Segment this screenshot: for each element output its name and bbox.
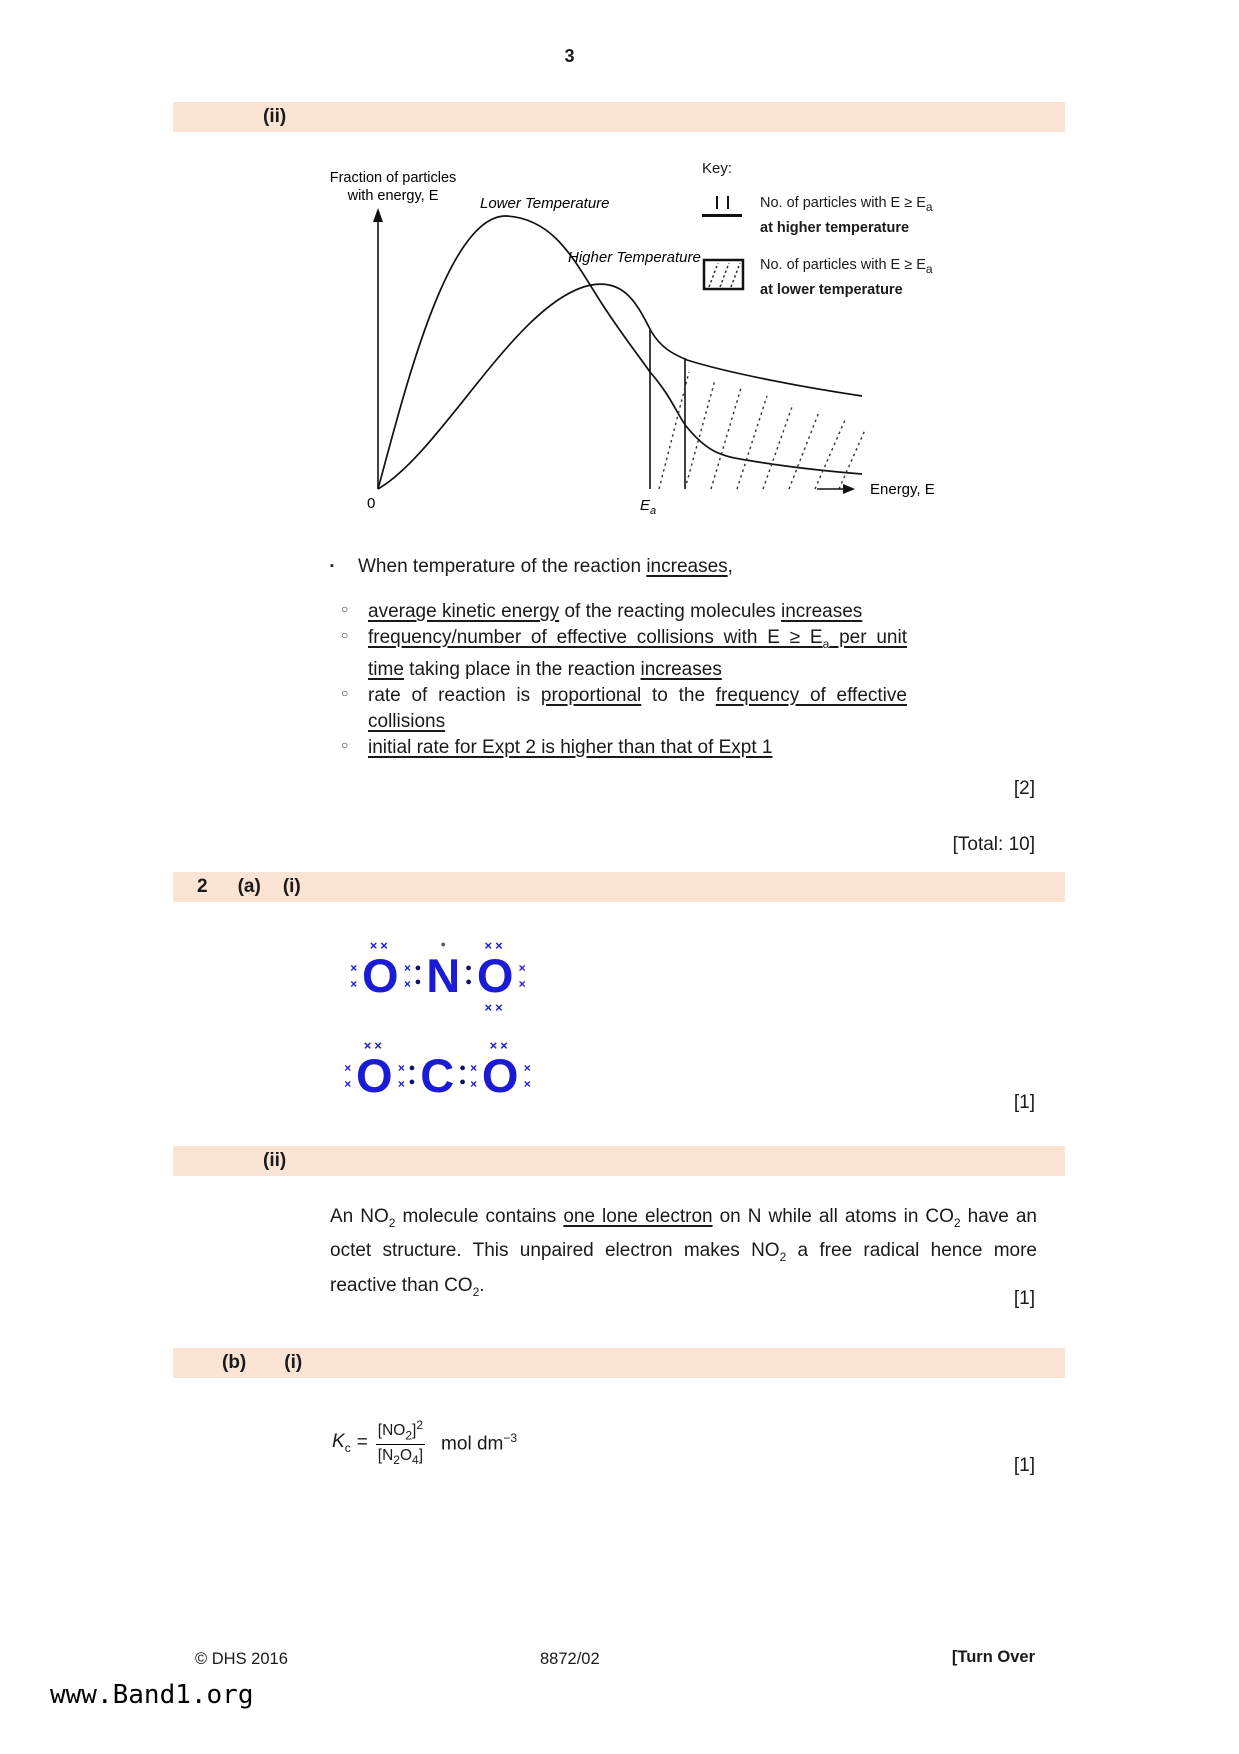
mark-q2ai: [1]: [1013, 1092, 1035, 1113]
answer-sub-bullets: [341, 599, 907, 761]
electron-cross-pair: ××: [363, 1038, 385, 1053]
electron-cross-pair: × ×: [397, 1060, 405, 1091]
circle-bullet-icon: ○: [341, 685, 349, 700]
equals-sign: =: [356, 1431, 368, 1453]
mark-q2aii: [1]: [1013, 1288, 1035, 1309]
mark-total: [Total: 10]: [952, 834, 1035, 855]
circle-bullet-icon: ○: [341, 628, 349, 642]
electron-cross-pair: × ×: [469, 1060, 477, 1091]
part-label: (a): [237, 876, 261, 897]
square-bullet-icon: ▪: [330, 560, 334, 572]
concentration-fraction: [376, 1418, 425, 1467]
electron-cross-pair: ××: [489, 1038, 511, 1053]
units-label: mol $dm^{-3}$: [441, 1430, 518, 1454]
y-axis-label-line1: Fraction of particles: [329, 170, 457, 186]
x-axis-arrowhead: [843, 484, 855, 494]
key-entry-text: No. of particles with $E \ge E_a$ at higher temperature: [760, 195, 933, 236]
part-label: (b): [222, 1352, 247, 1373]
footer-turn-over: [Turn Over: [951, 1648, 1035, 1666]
key-title: Key:: [702, 160, 733, 177]
sub-bullet-1: ○ average kinetic energy of the reacting molecules increases: [341, 599, 907, 625]
electron-cross-pair: ××: [484, 938, 506, 953]
x-axis-label: Energy, E: [870, 481, 935, 498]
oxygen-atom: ×× O ××: [476, 938, 514, 1015]
lewis-structure-no2: [348, 938, 527, 1015]
key-entry-higher-temp: [702, 193, 1032, 239]
mark-q2bi: [1]: [1013, 1455, 1035, 1476]
electron-cross-pair: × ×: [518, 960, 526, 991]
carbon-atom: C: [420, 1049, 455, 1102]
hatched-box-legend-symbol: [702, 258, 746, 292]
lower-temperature-label: Lower Temperature: [480, 195, 610, 212]
sub-bullet-2: ○ frequency/number of effective collisions with $E \ge E_a$ per unit time taking place in the reaction increases: [341, 625, 907, 683]
electron-cross-pair: ××: [484, 1000, 506, 1015]
unpaired-electron-dot: ●: [440, 939, 446, 949]
circle-bullet-icon: ○: [341, 602, 349, 616]
part-label: (ii): [263, 1150, 287, 1171]
question-number: 2: [197, 876, 208, 897]
answer-paragraph-q2aii: An $NO_2$ molecule contains one lone electron on N while all atoms in $CO_2$ have an octet structure. This unpaired electron makes $NO_2$ a free radical hence more reactive than $CO_2$.: [330, 1206, 1037, 1299]
graph-key: [702, 160, 1032, 317]
part-label: (ii): [263, 106, 287, 127]
page-number: 3: [564, 46, 575, 66]
section-band-q2aii: [173, 1146, 1065, 1176]
subpart-label: (i): [282, 876, 301, 897]
main-bullet-text: When temperature of the reaction increases,: [358, 556, 733, 577]
ea-label: $E_a$: [640, 497, 657, 517]
oxygen-atom: ×× O: [362, 938, 399, 1002]
denominator: $[N_2O_4]$: [377, 1447, 424, 1468]
electron-cross-pair: ××: [369, 938, 391, 953]
mark-q1ii: [2]: [1013, 778, 1035, 799]
oxygen-atom: ×× O: [356, 1038, 393, 1102]
electron-dot-pair: ● ●: [408, 1062, 416, 1088]
vertical-lines-legend-symbol: [702, 196, 760, 217]
electron-dot-pair: ● ●: [465, 962, 472, 988]
footer-paper-code: 8872/02: [540, 1650, 600, 1668]
electron-cross-pair: × ×: [403, 960, 411, 991]
electron-cross-pair: × ×: [523, 1060, 531, 1091]
y-axis-arrowhead: [373, 208, 383, 222]
sub-bullet-3: ○ rate of reaction is proportional to the frequency of effective collisions: [341, 683, 907, 735]
higher-temperature-label: Higher Temperature: [568, 249, 701, 266]
electron-cross-pair: × ×: [350, 960, 358, 991]
footer-copyright: © DHS 2016: [195, 1650, 288, 1668]
kc-symbol: $K_c$: [332, 1430, 351, 1455]
subpart-label: (i): [284, 1352, 303, 1373]
lewis-structure-co2: [342, 1038, 532, 1102]
sub-bullet-4: ○ initial rate for Expt 2 is higher than that of Expt 1: [341, 735, 907, 761]
kc-expression: [332, 1418, 517, 1467]
watermark-url: www.Band1.org: [50, 1680, 254, 1710]
y-axis-label-line2: with energy, E: [347, 188, 439, 204]
key-entry-text: No. of particles with $E \ge E_a$ at lower temperature: [760, 256, 933, 298]
circle-bullet-icon: ○: [341, 737, 349, 752]
electron-cross-pair: × ×: [344, 1060, 352, 1091]
electron-dot-pair: ● ●: [459, 1062, 466, 1088]
answer-main-bullet: [330, 556, 950, 578]
origin-label: 0: [367, 495, 376, 512]
section-band-q1ii: [173, 102, 1065, 132]
numerator: $[NO_2]^2$: [376, 1418, 425, 1445]
key-entry-lower-temp: [702, 255, 1032, 301]
oxygen-atom: ×× O: [481, 1038, 519, 1102]
electron-dot-pair: ● ●: [414, 962, 422, 988]
section-band-q2ai: [173, 872, 1065, 902]
nitrogen-atom: ● N: [426, 939, 461, 1002]
section-band-q2bi: [173, 1348, 1065, 1378]
